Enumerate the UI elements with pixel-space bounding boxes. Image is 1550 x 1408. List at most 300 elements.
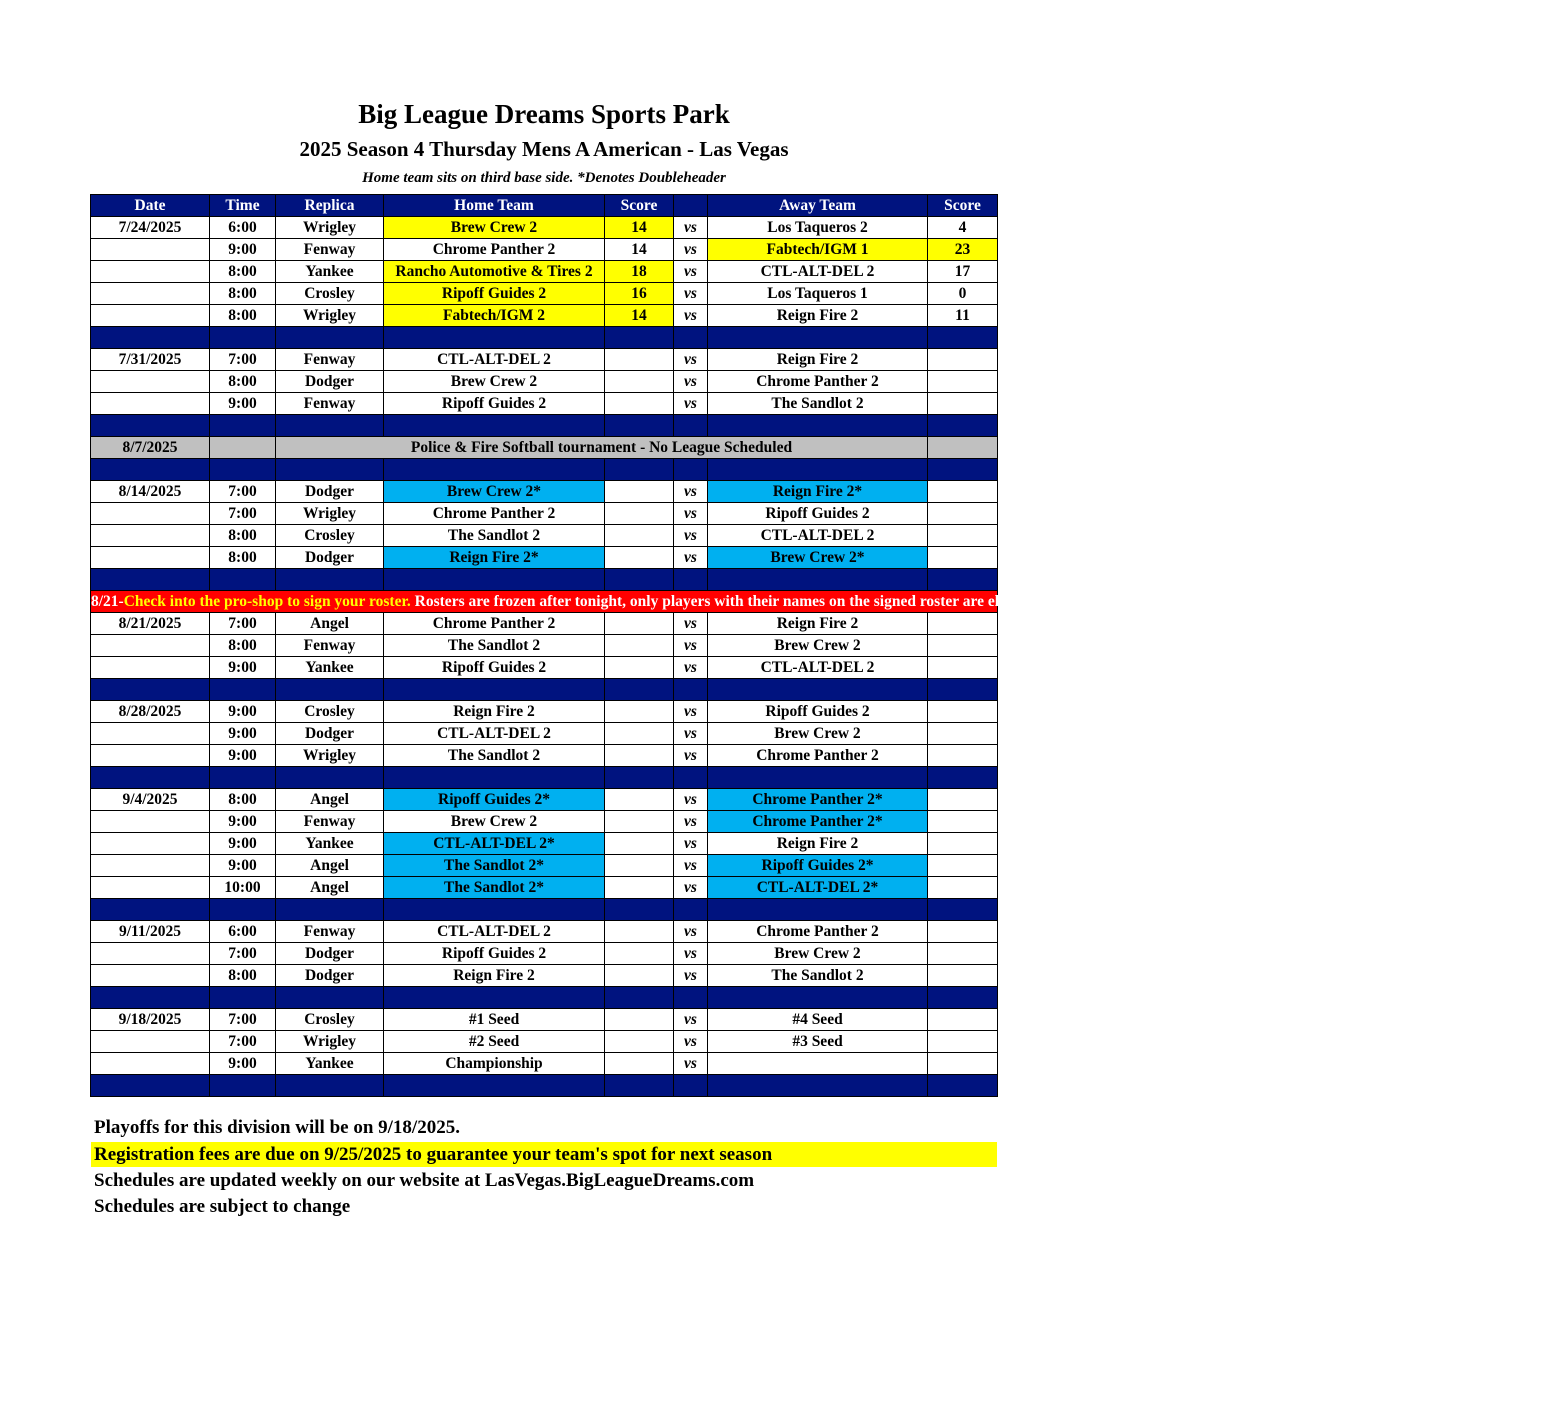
date-cell: [91, 371, 210, 393]
separator-cell: [708, 767, 928, 789]
away-score-cell: [928, 371, 998, 393]
separator-cell: [276, 767, 384, 789]
away-team-cell: #3 Seed: [708, 1031, 928, 1053]
home-team-cell: Reign Fire 2: [384, 701, 605, 723]
column-header-vs: [674, 195, 708, 217]
date-cell: [91, 1031, 210, 1053]
away-team-cell: The Sandlot 2: [708, 965, 928, 987]
away-score-cell: [928, 1031, 998, 1053]
away-score-cell: [928, 657, 998, 679]
vs-cell: vs: [674, 635, 708, 657]
time-cell: 9:00: [210, 723, 276, 745]
vs-cell: vs: [674, 965, 708, 987]
time-cell: 10:00: [210, 877, 276, 899]
game-row: [91, 921, 998, 943]
home-score-cell: [605, 723, 674, 745]
home-score-cell: [605, 877, 674, 899]
vs-cell: vs: [674, 613, 708, 635]
home-team-cell: Brew Crew 2: [384, 217, 605, 239]
page-title: Big League Dreams Sports Park: [358, 99, 730, 129]
replica-cell: Crosley: [276, 283, 384, 305]
date-cell: 8/14/2025: [91, 481, 210, 503]
vs-cell: vs: [674, 481, 708, 503]
away-team-cell: #4 Seed: [708, 1009, 928, 1031]
separator-cell: [91, 1075, 210, 1097]
away-score-cell: 17: [928, 261, 998, 283]
separator-cell: [210, 569, 276, 591]
table-header-row: [91, 195, 998, 217]
separator-cell: [928, 415, 998, 437]
replica-cell: Wrigley: [276, 503, 384, 525]
game-row: [91, 943, 998, 965]
separator-cell: [384, 767, 605, 789]
time-cell: 8:00: [210, 371, 276, 393]
time-cell: 7:00: [210, 1009, 276, 1031]
date-cell: [91, 525, 210, 547]
home-score-cell: [605, 701, 674, 723]
away-team-cell: Brew Crew 2: [708, 635, 928, 657]
date-cell: [91, 305, 210, 327]
separator-cell: [674, 679, 708, 701]
separator-cell: [708, 415, 928, 437]
time-cell: 7:00: [210, 613, 276, 635]
home-score-cell: 14: [605, 305, 674, 327]
away-score-cell: [928, 965, 998, 987]
replica-cell: Yankee: [276, 1053, 384, 1075]
vs-cell: vs: [674, 503, 708, 525]
date-cell: [91, 261, 210, 283]
separator-cell: [210, 987, 276, 1009]
away-team-cell: Reign Fire 2: [708, 833, 928, 855]
separator-cell: [605, 459, 674, 481]
away-team-cell: Chrome Panther 2*: [708, 811, 928, 833]
home-score-cell: [605, 745, 674, 767]
separator-cell: [928, 569, 998, 591]
time-cell: 9:00: [210, 855, 276, 877]
home-team-cell: The Sandlot 2: [384, 745, 605, 767]
game-row: [91, 877, 998, 899]
column-header-home-team: Home Team: [384, 195, 605, 217]
separator-cell: [674, 327, 708, 349]
vs-cell: vs: [674, 1053, 708, 1075]
replica-cell: Dodger: [276, 547, 384, 569]
separator-cell: [605, 415, 674, 437]
away-team-cell: Ripoff Guides 2: [708, 701, 928, 723]
away-team-cell: The Sandlot 2: [708, 393, 928, 415]
date-cell: 9/18/2025: [91, 1009, 210, 1031]
game-row: [91, 1053, 998, 1075]
home-team-cell: CTL-ALT-DEL 2: [384, 921, 605, 943]
home-team-cell: Ripoff Guides 2: [384, 943, 605, 965]
home-team-cell: The Sandlot 2*: [384, 855, 605, 877]
replica-cell: Wrigley: [276, 745, 384, 767]
separator-cell: [674, 415, 708, 437]
time-cell: 8:00: [210, 525, 276, 547]
separator-cell: [210, 679, 276, 701]
separator-cell: [210, 415, 276, 437]
home-team-cell: #1 Seed: [384, 1009, 605, 1031]
game-row: [91, 305, 998, 327]
separator-cell: [384, 415, 605, 437]
separator-cell: [210, 1075, 276, 1097]
separator-row: [91, 459, 998, 481]
home-team-cell: Brew Crew 2*: [384, 481, 605, 503]
no-league-text: Police & Fire Softball tournament - No League Scheduled: [276, 437, 928, 459]
away-score-cell: 23: [928, 239, 998, 261]
replica-cell: Fenway: [276, 921, 384, 943]
game-row: [91, 745, 998, 767]
time-cell: 8:00: [210, 547, 276, 569]
date-cell: [91, 1053, 210, 1075]
away-team-cell: Reign Fire 2: [708, 613, 928, 635]
date-cell: [91, 965, 210, 987]
vs-cell: vs: [674, 943, 708, 965]
separator-cell: [276, 459, 384, 481]
replica-cell: Crosley: [276, 1009, 384, 1031]
home-score-cell: [605, 635, 674, 657]
replica-cell: Dodger: [276, 481, 384, 503]
away-score-cell: [928, 789, 998, 811]
game-row: [91, 261, 998, 283]
time-cell: 9:00: [210, 393, 276, 415]
date-cell: 8/21/2025: [91, 613, 210, 635]
home-score-cell: 14: [605, 217, 674, 239]
home-team-cell: Brew Crew 2: [384, 811, 605, 833]
away-score-cell: [928, 701, 998, 723]
replica-cell: Fenway: [276, 349, 384, 371]
date-cell: 7/24/2025: [91, 217, 210, 239]
vs-cell: vs: [674, 811, 708, 833]
home-score-cell: [605, 525, 674, 547]
separator-cell: [210, 327, 276, 349]
away-team-cell: Chrome Panther 2: [708, 921, 928, 943]
home-team-cell: Ripoff Guides 2: [384, 393, 605, 415]
separator-cell: [708, 987, 928, 1009]
game-row: [91, 789, 998, 811]
separator-cell: [674, 1075, 708, 1097]
away-score-cell: [928, 833, 998, 855]
home-team-cell: Fabtech/IGM 2: [384, 305, 605, 327]
away-team-cell: Ripoff Guides 2: [708, 503, 928, 525]
column-header-replica: Replica: [276, 195, 384, 217]
column-header-away-team: Away Team: [708, 195, 928, 217]
away-score-cell: [928, 877, 998, 899]
notice-date: 8/21-: [91, 592, 124, 610]
separator-cell: [708, 1075, 928, 1097]
roster-notice-row: [91, 591, 998, 613]
schedule-table: [90, 194, 1550, 1097]
away-team-cell: Ripoff Guides 2*: [708, 855, 928, 877]
date-cell: [91, 723, 210, 745]
home-team-cell: Chrome Panther 2: [384, 503, 605, 525]
separator-cell: [91, 459, 210, 481]
date-cell: [91, 547, 210, 569]
home-score-cell: [605, 943, 674, 965]
page-subtitle: 2025 Season 4 Thursday Mens A American - Las Vegas: [299, 137, 789, 161]
away-score-cell: 4: [928, 217, 998, 239]
replica-cell: Angel: [276, 855, 384, 877]
roster-notice: [91, 591, 1550, 613]
away-score-cell: [928, 503, 998, 525]
replica-cell: Yankee: [276, 833, 384, 855]
separator-row: [91, 899, 998, 921]
away-team-cell: CTL-ALT-DEL 2: [708, 525, 928, 547]
home-score-cell: [605, 503, 674, 525]
time-cell: 7:00: [210, 1031, 276, 1053]
separator-cell: [928, 327, 998, 349]
separator-row: [91, 415, 998, 437]
date-cell: 8/28/2025: [91, 701, 210, 723]
separator-cell: [928, 1075, 998, 1097]
date-cell: [91, 943, 210, 965]
vs-cell: vs: [674, 877, 708, 899]
replica-cell: Angel: [276, 789, 384, 811]
separator-cell: [276, 569, 384, 591]
separator-cell: [276, 415, 384, 437]
separator-cell: [605, 767, 674, 789]
website-note: Schedules are updated weekly on our website at LasVegas.BigLeagueDreams.com: [94, 1170, 755, 1191]
away-team-cell: Chrome Panther 2: [708, 371, 928, 393]
vs-cell: vs: [674, 833, 708, 855]
away-score-cell: 11: [928, 305, 998, 327]
away-team-cell: Reign Fire 2: [708, 349, 928, 371]
game-row: [91, 811, 998, 833]
away-team-cell: Chrome Panther 2*: [708, 789, 928, 811]
separator-cell: [91, 679, 210, 701]
away-score-cell: [928, 1009, 998, 1031]
separator-cell: [708, 899, 928, 921]
game-row: [91, 613, 998, 635]
separator-cell: [384, 987, 605, 1009]
separator-cell: [276, 899, 384, 921]
away-team-cell: [708, 1053, 928, 1075]
game-row: [91, 283, 998, 305]
away-score-cell: [928, 481, 998, 503]
home-team-cell: The Sandlot 2*: [384, 877, 605, 899]
separator-cell: [384, 569, 605, 591]
separator-cell: [276, 327, 384, 349]
game-row: [91, 855, 998, 877]
date-cell: [91, 393, 210, 415]
separator-cell: [605, 327, 674, 349]
home-score-cell: [605, 1031, 674, 1053]
replica-cell: Fenway: [276, 811, 384, 833]
separator-cell: [210, 899, 276, 921]
time-cell: 7:00: [210, 503, 276, 525]
time-cell: 9:00: [210, 657, 276, 679]
time-cell: 8:00: [210, 965, 276, 987]
time-cell: 6:00: [210, 921, 276, 943]
game-row: [91, 1031, 998, 1053]
vs-cell: vs: [674, 855, 708, 877]
home-score-cell: [605, 613, 674, 635]
home-team-cell: CTL-ALT-DEL 2*: [384, 833, 605, 855]
home-team-cell: The Sandlot 2: [384, 525, 605, 547]
home-team-cell: Rancho Automotive & Tires 2: [384, 261, 605, 283]
home-score-cell: [605, 349, 674, 371]
replica-cell: Fenway: [276, 635, 384, 657]
separator-row: [91, 327, 998, 349]
game-row: [91, 1009, 998, 1031]
time-cell: 9:00: [210, 811, 276, 833]
separator-cell: [674, 459, 708, 481]
replica-cell: Dodger: [276, 723, 384, 745]
away-team-cell: Los Taqueros 2: [708, 217, 928, 239]
away-score-cell: [928, 1053, 998, 1075]
no-league-row: [91, 437, 998, 459]
separator-cell: [605, 569, 674, 591]
home-score-cell: [605, 965, 674, 987]
away-score-cell: [928, 525, 998, 547]
vs-cell: vs: [674, 283, 708, 305]
separator-cell: [210, 767, 276, 789]
vs-cell: vs: [674, 745, 708, 767]
home-team-cell: Ripoff Guides 2: [384, 657, 605, 679]
game-row: [91, 525, 998, 547]
game-row: [91, 547, 998, 569]
date-cell: [91, 855, 210, 877]
home-score-cell: [605, 1009, 674, 1031]
column-header-date: Date: [91, 195, 210, 217]
separator-cell: [674, 987, 708, 1009]
game-row: [91, 965, 998, 987]
registration-note: Registration fees are due on 9/25/2025 to guarantee your team's spot for next season: [91, 1142, 997, 1167]
vs-cell: vs: [674, 701, 708, 723]
date-cell: [91, 833, 210, 855]
notice-highlight: Check into the pro-shop to sign your roster.: [123, 592, 411, 610]
replica-cell: Wrigley: [276, 1031, 384, 1053]
home-team-cell: CTL-ALT-DEL 2: [384, 723, 605, 745]
separator-row: [91, 679, 998, 701]
replica-cell: Wrigley: [276, 217, 384, 239]
separator-cell: [605, 1075, 674, 1097]
separator-cell: [928, 767, 998, 789]
away-score-cell: [928, 393, 998, 415]
away-score-cell: [928, 855, 998, 877]
replica-cell: Yankee: [276, 657, 384, 679]
separator-cell: [384, 1075, 605, 1097]
time-cell: 8:00: [210, 789, 276, 811]
time-cell: 8:00: [210, 635, 276, 657]
vs-cell: vs: [674, 547, 708, 569]
vs-cell: vs: [674, 239, 708, 261]
notice-text: Rosters are frozen after tonight, only players with their names on the signed roster are eligible for playoffs. Please check carefully as changes will not be made for omissions.: [410, 592, 1550, 610]
home-team-cell: Chrome Panther 2: [384, 613, 605, 635]
replica-cell: Fenway: [276, 239, 384, 261]
away-team-cell: Brew Crew 2: [708, 943, 928, 965]
home-score-cell: [605, 833, 674, 855]
away-score-cell: [928, 437, 998, 459]
game-row: [91, 723, 998, 745]
away-team-cell: Reign Fire 2: [708, 305, 928, 327]
home-team-cell: Ripoff Guides 2: [384, 283, 605, 305]
game-row: [91, 239, 998, 261]
replica-cell: Angel: [276, 613, 384, 635]
date-cell: [91, 877, 210, 899]
game-row: [91, 635, 998, 657]
home-team-cell: Brew Crew 2: [384, 371, 605, 393]
separator-cell: [674, 767, 708, 789]
home-team-cell: Reign Fire 2: [384, 965, 605, 987]
away-score-cell: [928, 349, 998, 371]
date-cell: 7/31/2025: [91, 349, 210, 371]
replica-cell: Crosley: [276, 525, 384, 547]
home-score-cell: 14: [605, 239, 674, 261]
game-row: [91, 371, 998, 393]
separator-cell: [91, 987, 210, 1009]
home-score-cell: [605, 657, 674, 679]
time-cell: 9:00: [210, 833, 276, 855]
replica-cell: Dodger: [276, 371, 384, 393]
home-team-cell: #2 Seed: [384, 1031, 605, 1053]
date-cell: [91, 635, 210, 657]
game-row: [91, 657, 998, 679]
separator-cell: [91, 327, 210, 349]
schedule-body: [91, 217, 1550, 1097]
away-score-cell: [928, 635, 998, 657]
game-row: [91, 503, 998, 525]
change-note: Schedules are subject to change: [94, 1196, 351, 1217]
separator-cell: [708, 679, 928, 701]
date-cell: [91, 283, 210, 305]
home-score-cell: 18: [605, 261, 674, 283]
date-cell: 9/4/2025: [91, 789, 210, 811]
time-cell: 6:00: [210, 217, 276, 239]
replica-cell: Wrigley: [276, 305, 384, 327]
time-cell: 8:00: [210, 283, 276, 305]
separator-cell: [384, 679, 605, 701]
replica-cell: Dodger: [276, 943, 384, 965]
game-row: [91, 833, 998, 855]
game-row: [91, 217, 998, 239]
date-cell: [91, 745, 210, 767]
replica-cell: Fenway: [276, 393, 384, 415]
separator-cell: [384, 899, 605, 921]
away-team-cell: CTL-ALT-DEL 2: [708, 261, 928, 283]
separator-row: [91, 987, 998, 1009]
separator-cell: [384, 459, 605, 481]
vs-cell: vs: [674, 349, 708, 371]
separator-cell: [276, 987, 384, 1009]
column-header-home-score: Score: [605, 195, 674, 217]
separator-cell: [91, 569, 210, 591]
home-team-cell: Ripoff Guides 2*: [384, 789, 605, 811]
vs-cell: vs: [674, 1009, 708, 1031]
separator-row: [91, 767, 998, 789]
home-score-cell: 16: [605, 283, 674, 305]
separator-cell: [605, 987, 674, 1009]
time-cell: 9:00: [210, 239, 276, 261]
away-team-cell: Brew Crew 2*: [708, 547, 928, 569]
vs-cell: vs: [674, 525, 708, 547]
home-team-cell: Championship: [384, 1053, 605, 1075]
separator-cell: [276, 679, 384, 701]
replica-cell: Yankee: [276, 261, 384, 283]
game-row: [91, 701, 998, 723]
time-cell: 7:00: [210, 943, 276, 965]
separator-cell: [605, 679, 674, 701]
home-score-cell: [605, 855, 674, 877]
away-score-cell: [928, 723, 998, 745]
vs-cell: vs: [674, 1031, 708, 1053]
time-cell: [210, 437, 276, 459]
home-score-cell: [605, 547, 674, 569]
date-cell: [91, 657, 210, 679]
separator-cell: [674, 899, 708, 921]
date-cell: [91, 503, 210, 525]
away-team-cell: Fabtech/IGM 1: [708, 239, 928, 261]
time-cell: 7:00: [210, 349, 276, 371]
